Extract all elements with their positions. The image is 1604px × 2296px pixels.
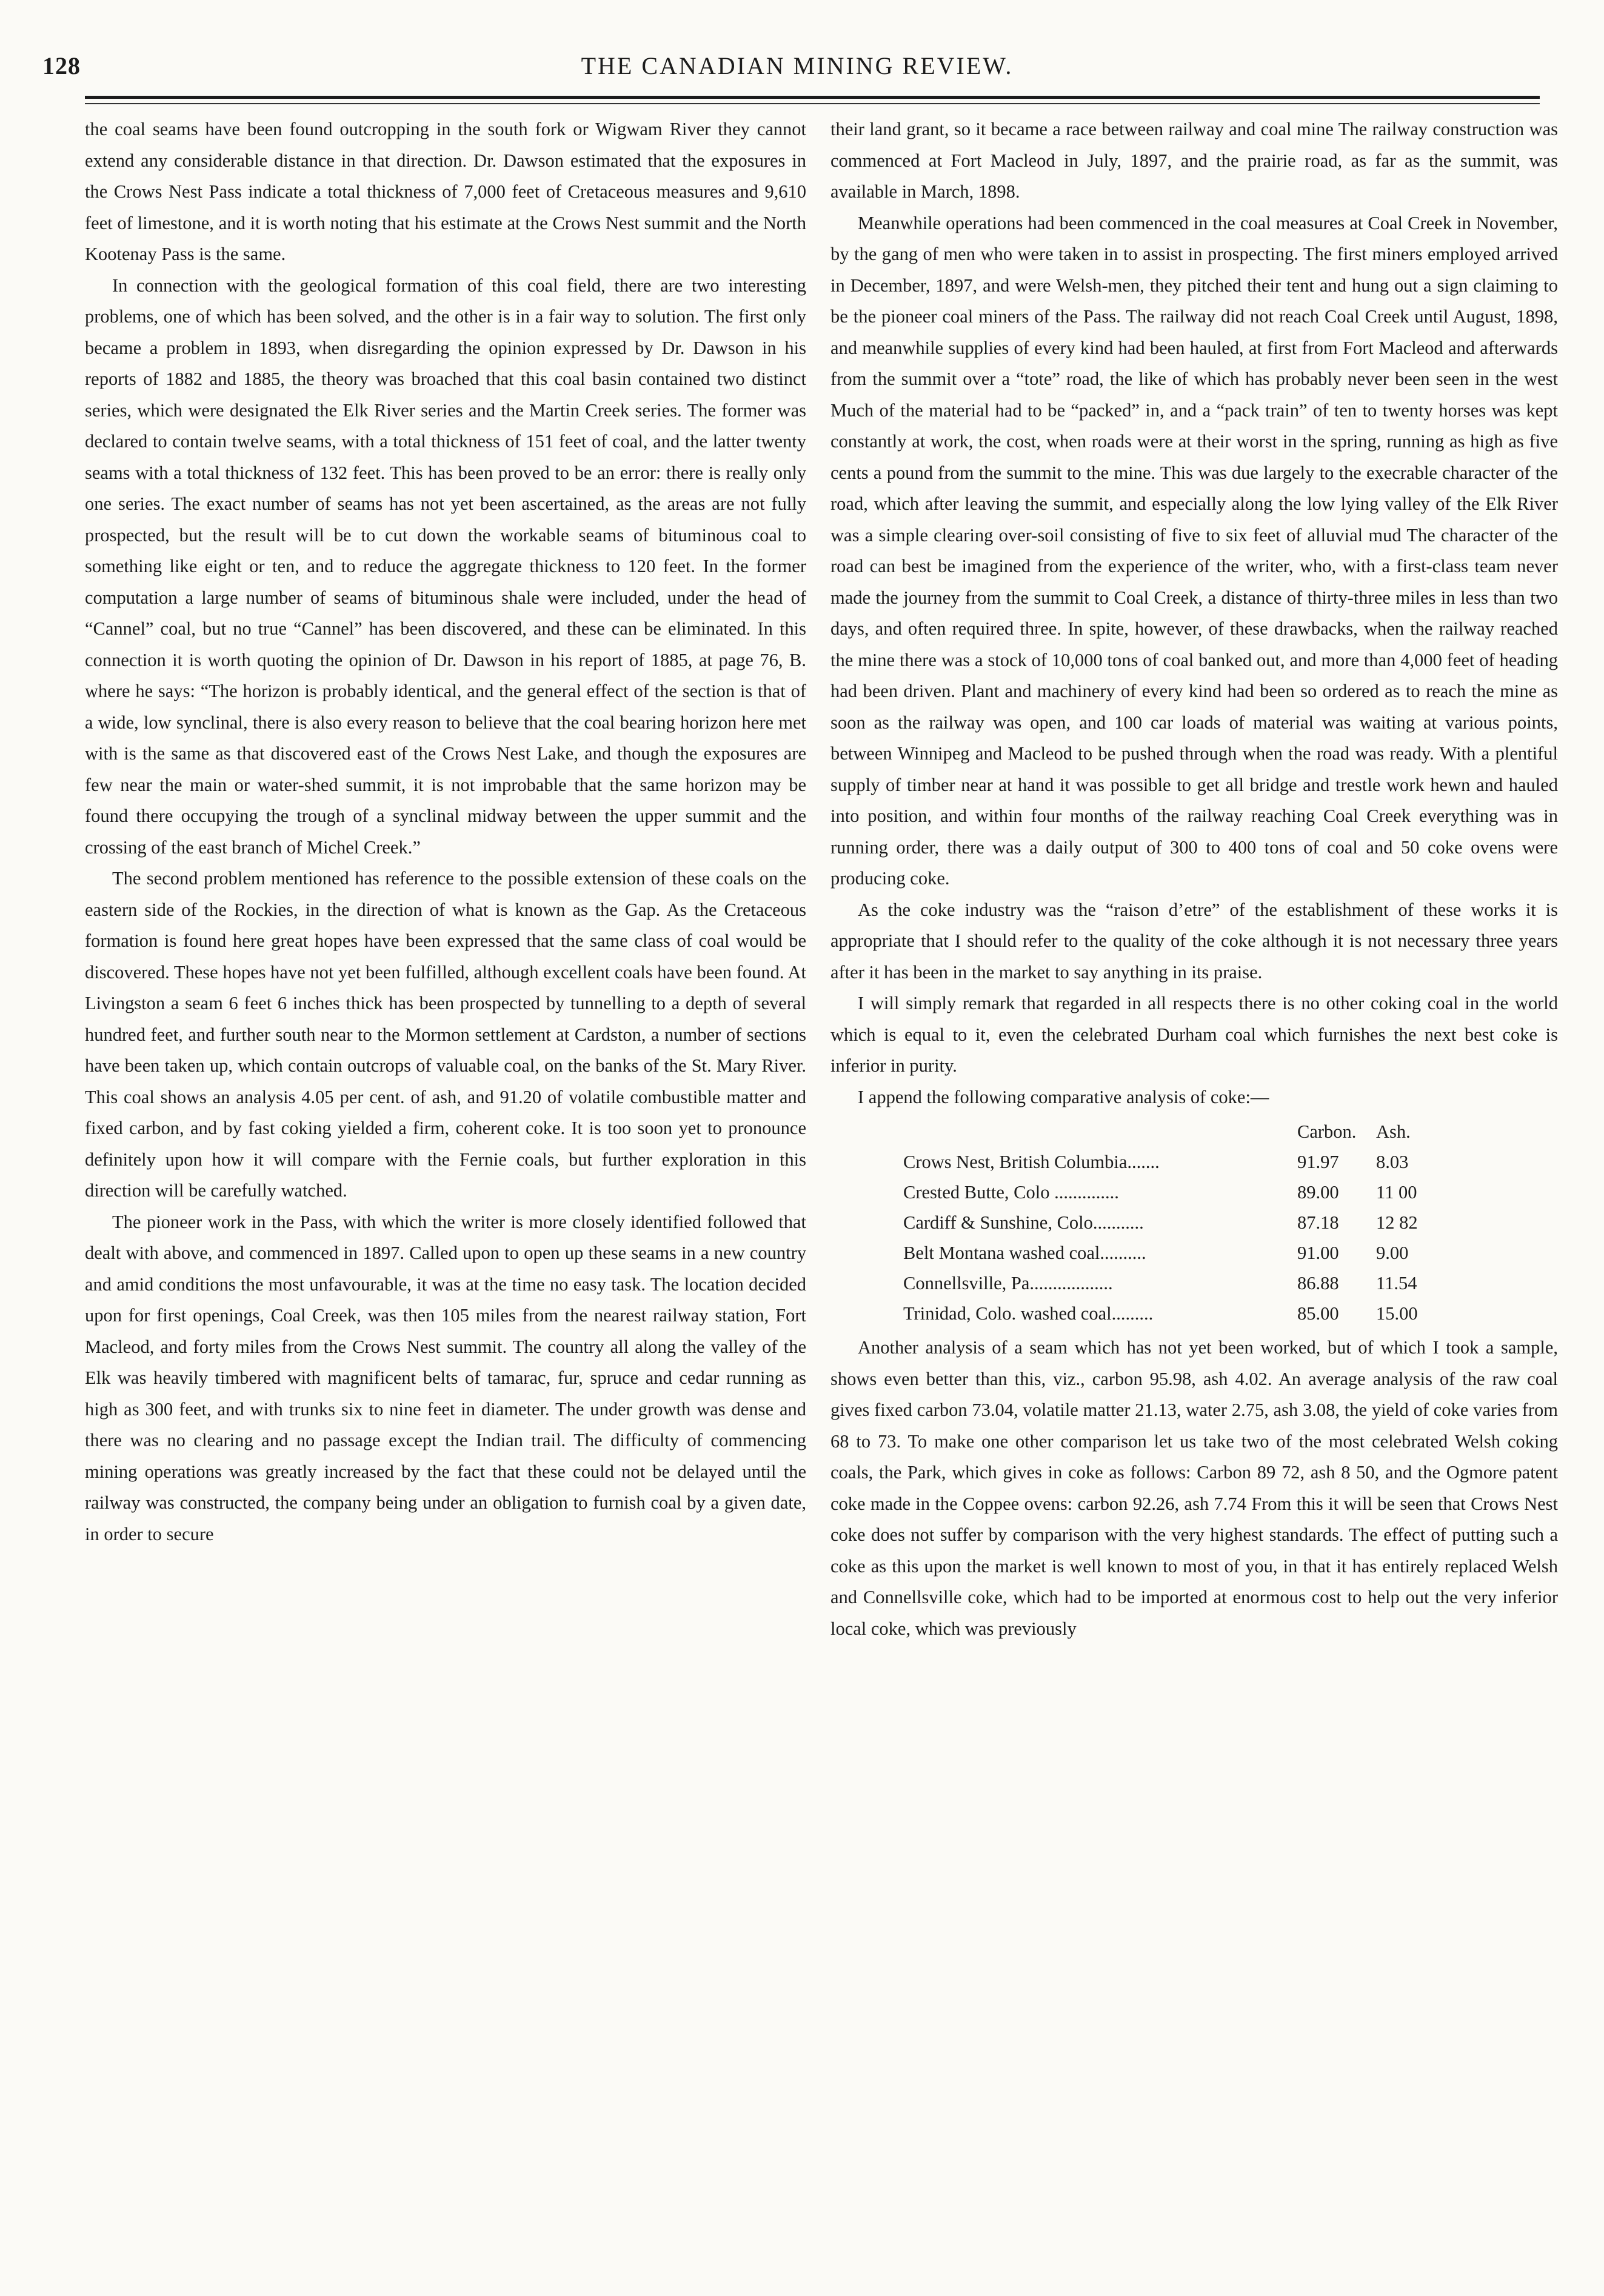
table-header-carbon: Carbon.: [1297, 1121, 1357, 1142]
table-cell-ash: 8.03: [1376, 1152, 1409, 1172]
page-header: [42, 52, 1552, 94]
table-cell-carbon: 87.18: [1297, 1212, 1339, 1233]
table-header-blank: [903, 1116, 1297, 1147]
table-header-row: [903, 1116, 1455, 1147]
paragraph: In connection with the geological formation of this coal field, there are two interesting problems, one of which has been solved, and the other is in a fair way to solution. The first only became a problem in 1893, when disregarding the opinion expressed by Dr. Dawson in his reports of 1882 and 1885, the theory was broached that this coal basin contained two distinct series, which were designated the Elk River series and the Martin Creek series. The former was declared to contain twelve seams, with a total thickness of 151 feet of coal, and the latter twenty seams with a total thickness of 132 feet. This has been proved to be an error: there is really only one series. The exact number of seams has not yet been ascertained, as the areas are not fully prospected, but the result will be to cut down the workable seams of bituminous coal to something like eight or ten, and to reduce the aggregate thickness to 120 feet. In the former computation a large number of seams of bituminous shale were included, under the head of “Cannel” coal, but no true “Cannel” has been discovered, and these can be eliminated. In this connection it is worth quoting the opinion of Dr. Dawson in his report of 1885, at page 76, B. where he says: “The horizon is probably identical, and the general effect of the section is that of a wide, low synclinal, there is also every reason to believe that the coal bearing horizon here met with is the same as that discovered east of the Crows Nest Lake, and though the exposures are few near the main or water-shed summit, it is not improbable that the same horizon may be found there occupying the trough of a synclinal midway between the upper summit and the crossing of the east branch of Michel Creek.”: [85, 275, 806, 858]
paragraph: their land grant, so it became a race between railway and coal mine The railway construction was commenced at Fort Macleod in July, 1897, and the prairie road, as far as the summit, was available in March, 1898.: [830, 119, 1558, 202]
table-row: [903, 1238, 1455, 1268]
table-row: [903, 1268, 1455, 1298]
table-cell-name: Belt Montana washed coal..........: [903, 1243, 1146, 1263]
paragraph: Another analysis of a seam which has not yet been worked, but of which I took a sample, shows even better than this, viz., carbon 95.98, ash 4.02. An average analysis of the raw coal gives fixed carbon 73.04, volatile matter 21.13, water 2.75, ash 3.08, the yield of coke varies from 68 to 73. To make one other comparison let us take two of the most celebrated Welsh coking coals, the Park, which gives in coke as follows: Carbon 89 72, ash 8 50, and the Ogmore patent coke made in the Coppee ovens: carbon 92.26, ash 7.74 From this it will be seen that Crows Nest coke does not suffer by comparison with the very highest standards. The effect of putting such a coke as this upon the market is well known to most of you, in that it has entirely replaced Welsh and Connellsville coke, which had to be imported at enormous cost to help out the very inferior local coke, which was previously: [830, 1337, 1558, 1639]
table-cell-carbon: 91.97: [1297, 1152, 1339, 1172]
table-cell-ash: 9.00: [1376, 1243, 1409, 1263]
table-cell-carbon: 86.88: [1297, 1273, 1339, 1293]
page-number: 128: [42, 52, 81, 79]
right-column: [830, 114, 1558, 1644]
coke-analysis-table: [903, 1116, 1455, 1329]
left-column: [85, 114, 806, 1550]
table-cell-carbon: 85.00: [1297, 1303, 1339, 1324]
table-cell-ash: 12 82: [1376, 1212, 1418, 1233]
table-row: [903, 1177, 1455, 1207]
table-header-ash: Ash.: [1376, 1121, 1411, 1142]
table-cell-name: Trinidad, Colo. washed coal.........: [903, 1303, 1154, 1324]
table-cell-ash: 11 00: [1376, 1182, 1417, 1203]
paragraph: I append the following comparative analysis of coke:—: [858, 1086, 1269, 1107]
table-row: [903, 1298, 1455, 1329]
paragraph: The second problem mentioned has reference to the possible extension of these coals on the eastern side of the Rockies, in the direction of what is known as the Gap. As the Cretaceous formation is found here great hopes have been expressed that the same class of coal would be discovered. These hopes have not yet been fulfilled, although excellent coals have been found. At Livingston a seam 6 feet 6 inches thick has been prospected by tunnelling to a depth of several hundred feet, and further south near to the Mormon settlement at Cardston, a number of sections have been taken up, which contain outcrops of valuable coal, on the banks of the St. Mary River. This coal shows an analysis 4.05 per cent. of ash, and 91.20 of volatile combustible matter and fixed carbon, and by fast coking yielded a firm, coherent coke. It is too soon yet to pronounce definitely upon how it will compare with the Fernie coals, but further exploration in this direction will be carefully watched.: [85, 868, 806, 1201]
paragraph: As the coke industry was the “raison d’etre” of the establishment of these works it is appropriate that I should refer to the quality of the coke although it is not necessary three years after it has been in the market to say anything in its praise.: [830, 899, 1558, 983]
table-cell-name: Cardiff & Sunshine, Colo...........: [903, 1212, 1144, 1233]
table-row: [903, 1147, 1455, 1177]
table-row: [903, 1207, 1455, 1238]
paragraph: The pioneer work in the Pass, with which the writer is more closely identified followed that dealt with above, and commenced in 1897. Called upon to open up these seams in a new country and amid conditions the most unfavourable, it was at the time no easy task. The location decided upon for first openings, Coal Creek, was then 105 miles from the nearest railway station, Fort Macleod, and forty miles from the Crows Nest summit. The country all along the valley of the Elk was heavily timbered with magnificent belts of tamarac, fur, spruce and cedar running as high as 300 feet, and with trunks six to nine feet in diameter. The under growth was dense and there was no clearing and no passage except the Indian trail. The difficulty of commencing mining operations was greatly increased by the fact that these could not be delayed until the railway was constructed, the company being under an obligation to furnish coal by a given date, in order to secure: [85, 1211, 806, 1544]
header-rule-thin: [85, 103, 1540, 104]
paragraph: I will simply remark that regarded in all respects there is no other coking coal in the world which is equal to it, even the celebrated Durham coal which furnishes the next best coke is inferior in purity.: [830, 993, 1558, 1076]
table-cell-name: Crows Nest, British Columbia.......: [903, 1152, 1160, 1172]
table-cell-ash: 15.00: [1376, 1303, 1418, 1324]
table-cell-ash: 11.54: [1376, 1273, 1417, 1293]
paragraph: Meanwhile operations had been commenced in the coal measures at Coal Creek in November, by the gang of men who were taken in to assist in prospecting. The first miners employed arrived in December, 1897, and were Welsh-men, they pitched their tent and hung out a sign claiming to be the pioneer coal miners of the Pass. The railway did not reach Coal Creek until August, 1898, and meanwhile supplies of every kind had been hauled, at first from Fort Macleod and afterwards from the summit over a “tote” road, the like of which has probably never been seen in the west Much of the material had to be “packed” in, and a “pack train” of ten to twenty horses was kept constantly at work, the cost, when roads were at their worst in the spring, running as high as five cents a pound from the summit to the mine. This was due largely to the execrable character of the road, which after leaving the summit, and especially along the low lying valley of the Elk River was a simple clearing over-soil consisting of five to six feet of alluvial mud The character of the road can best be imagined from the experience of the writer, who, with a first-class team never made the journey from the summit to Coal Creek, a distance of thirty-three miles in less than two days, and often required three. In spite, however, of these drawbacks, when the railway reached the mine there was a stock of 10,000 tons of coal banked out, and more than 4,000 feet of heading had been driven. Plant and machinery of every kind had been so ordered as to reach the mine as soon as the railway was open, and 100 car loads of material was waiting at various points, between Winnipeg and Macleod to be pushed through when the road was ready. With a plentiful supply of timber near at hand it was possible to get all bridge and trestle work hewn and hauled into position, and within four months of the railway reaching Coal Creek everything was in running order, there was a daily output of 300 to 400 tons of coal and 50 coke ovens were producing coke.: [830, 212, 1558, 889]
header-rule: [85, 96, 1540, 99]
journal-title: THE CANADIAN MINING REVIEW.: [581, 52, 1014, 79]
table-cell-carbon: 89.00: [1297, 1182, 1339, 1203]
table-cell-name: Crested Butte, Colo ..............: [903, 1182, 1119, 1203]
table-cell-carbon: 91.00: [1297, 1243, 1339, 1263]
paragraph: the coal seams have been found outcropping in the south fork or Wigwam River they cannot extend any considerable distance in that direction. Dr. Dawson estimated that the exposures in the Crows Nest Pass indicate a total thickness of 7,000 feet of Cretaceous measures and 9,610 feet of limestone, and it is worth noting that his estimate at the Crows Nest summit and the North Kootenay Pass is the same.: [85, 119, 806, 264]
table-cell-name: Connellsville, Pa..................: [903, 1273, 1113, 1293]
